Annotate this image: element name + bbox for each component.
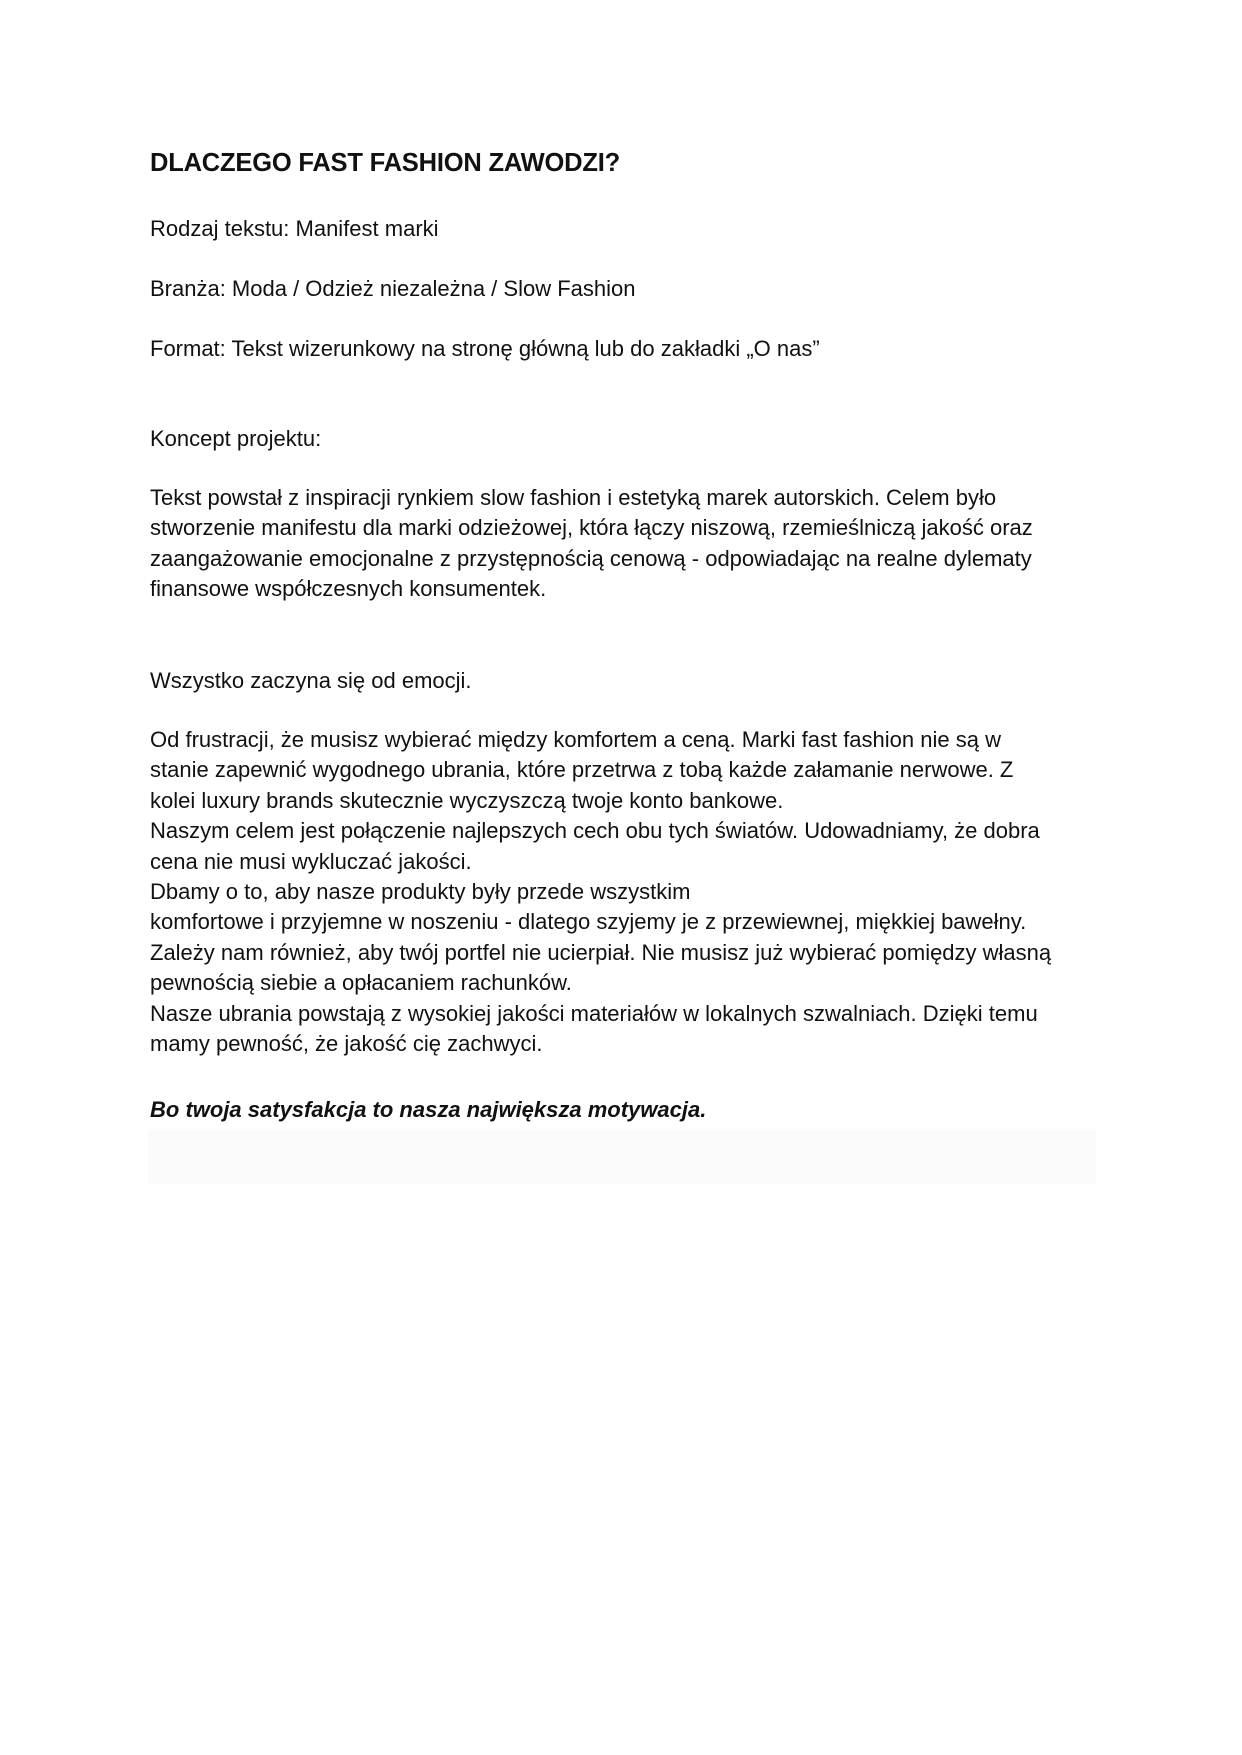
text-type-line: Rodzaj tekstu: Manifest marki: [150, 216, 439, 241]
format-line: Format: Tekst wizerunkowy na stronę główną lub do zakładki „O nas”: [150, 336, 820, 361]
concept-line: finansowe współczesnych konsumentek.: [150, 576, 547, 602]
concept-line: stworzenie manifestu dla marki odzieżowej, która łączy niszową, rzemieślniczą jakość oraz: [150, 515, 1033, 541]
manifest-line: kolei luxury brands skutecznie wyczyszczą twoje konto bankowe.: [150, 787, 784, 813]
manifest-line: Dbamy o to, aby nasze produkty były przede wszystkim: [150, 879, 691, 905]
manifest-line: Nasze ubrania powstają z wysokiej jakości materiałów w lokalnych szwalniach. Dzięki temu: [150, 1000, 1038, 1026]
manifest-opening: Wszystko zaczyna się od emocji.: [150, 668, 472, 693]
concept-heading: Koncept projektu:: [150, 426, 322, 451]
closing-statement: Bo twoja satysfakcja to nasza największa motywacja.: [150, 1097, 707, 1122]
manifest-line: Od frustracji, że musisz wybierać między komfortem a ceną. Marki fast fashion nie są w: [150, 727, 1001, 752]
manifest-paragraph: [150, 725, 1100, 1059]
manifest-line: Naszym celem jest połączenie najlepszych cech obu tych światów. Udowadniamy, że dobra: [150, 818, 1040, 844]
manifest-line: mamy pewność, że jakość cię zachwyci.: [150, 1031, 543, 1057]
concept-paragraph: [150, 483, 1100, 605]
industry-line: Branża: Moda / Odzież niezależna / Slow Fashion: [150, 276, 636, 301]
concept-line: zaangażowanie emocjonalne z przystępnością cenową - odpowiadając na realne dylematy: [150, 545, 1032, 571]
manifest-line: komfortowe i przyjemne w noszeniu - dlatego szyjemy je z przewiewnej, miękkiej bawełny.: [150, 909, 1027, 935]
document-title: DLACZEGO FAST FASHION ZAWODZI?: [150, 149, 620, 177]
manifest-line: pewnością siebie a opłacaniem rachunków.: [150, 970, 572, 996]
concept-line: Tekst powstał z inspiracji rynkiem slow fashion i estetyką marek autorskich. Celem było: [150, 485, 997, 510]
manifest-line: cena nie musi wykluczać jakości.: [150, 848, 472, 874]
closing-highlight-band: [148, 1130, 1096, 1184]
manifest-line: stanie zapewnić wygodnego ubrania, które przetrwa z tobą każde załamanie nerwowe. Z: [150, 757, 1014, 783]
manifest-line: Zależy nam również, aby twój portfel nie ucierpiał. Nie musisz już wybierać pomiędzy własną: [150, 939, 1052, 965]
